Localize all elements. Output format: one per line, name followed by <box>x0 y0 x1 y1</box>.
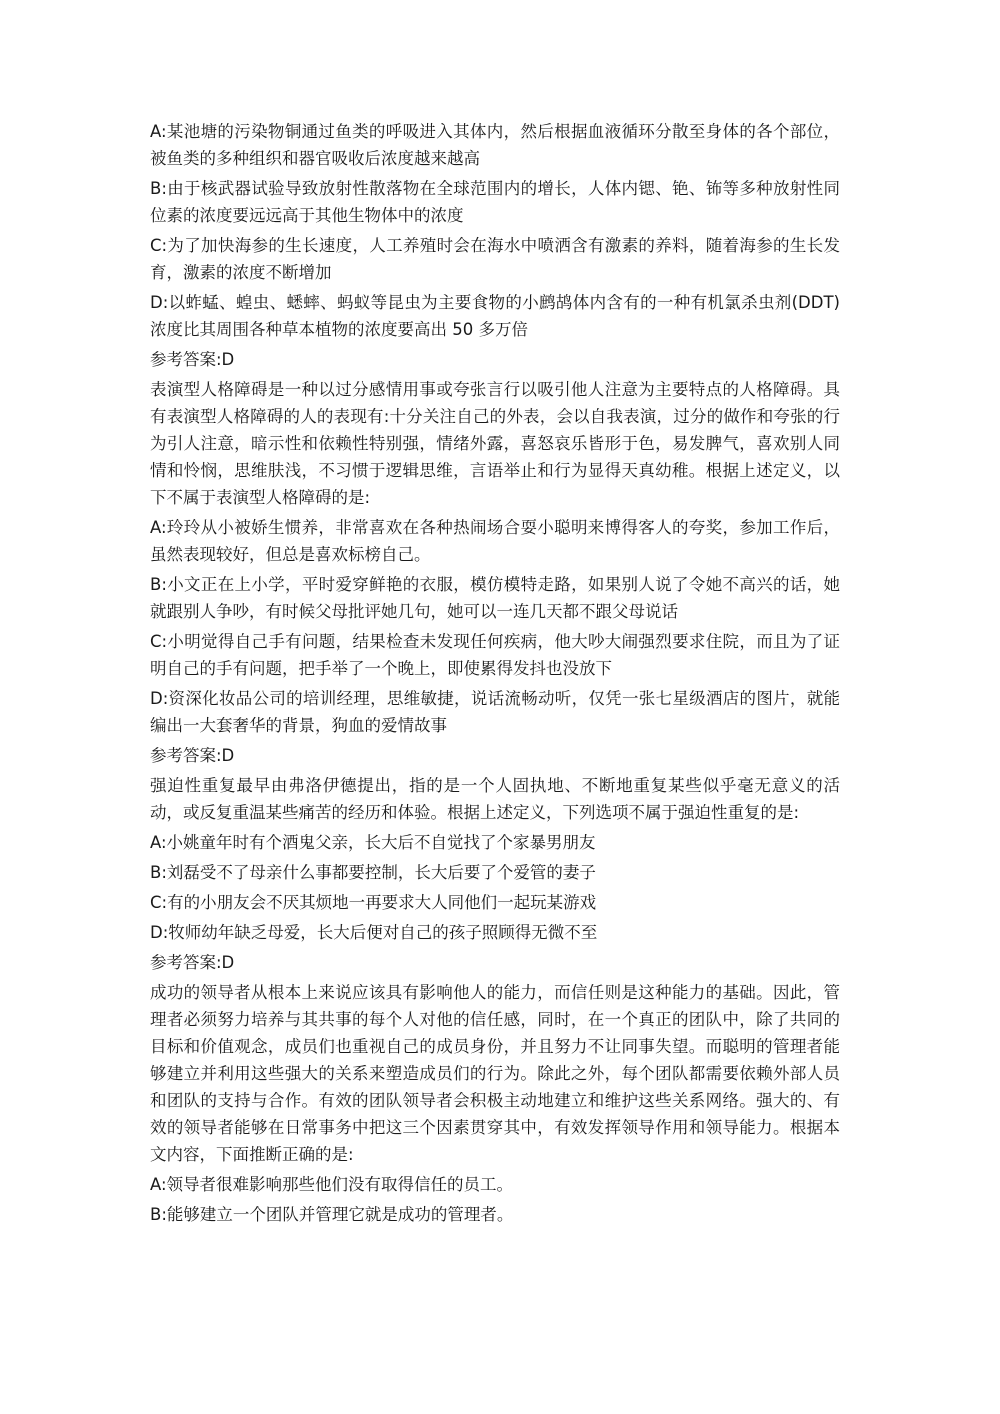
q2-option-b: B:小文正在上小学，平时爱穿鲜艳的衣服，模仿模特走路，如果别人说了令她不高兴的话，她就跟别人争吵，有时候父母批评她几句，她可以一连几天都不跟父母说话 <box>150 575 840 621</box>
q2-option-a: A:玲玲从小被娇生惯养，非常喜欢在各种热闹场合耍小聪明来博得客人的夸奖，参加工作后，虽然表现较好，但总是喜欢标榜自己。 <box>150 518 840 564</box>
document-page <box>150 118 840 1231</box>
q1-option-a: A:某池塘的污染物铜通过鱼类的呼吸进入其体内，然后根据血液循环分散至身体的各个部位，被鱼类的多种组织和器官吸收后浓度越来越高 <box>150 122 840 168</box>
q1-option-d: D:以蚱蜢、蝗虫、蟋蟀、蚂蚁等昆虫为主要食物的小鹧鸪体内含有的一种有机氯杀虫剂(DDT)浓度比其周围各种草本植物的浓度要高出 50 多万倍 <box>150 293 840 339</box>
q3-option-d: D:牧师幼年缺乏母爱，长大后便对自己的孩子照顾得无微不至 <box>150 923 598 942</box>
q3-option-c: C:有的小朋友会不厌其烦地一再要求大人同他们一起玩某游戏 <box>150 893 597 912</box>
q3-answer: 参考答案:D <box>150 953 235 972</box>
q2-stem: 表演型人格障碍是一种以过分感情用事或夸张言行以吸引他人注意为主要特点的人格障碍。具有表演型人格障碍的人的表现有:十分关注自己的外表，会以自我表演，过分的做作和夸张的行为引人注意，暗示性和依赖性特别强，情绪外露，喜怒哀乐皆形于色，易发脾气，喜欢别人同情和怜悯，思维肤浅，不习惯于逻辑思维，言语举止和行为显得天真幼稚。根据上述定义，以下不属于表演型人格障碍的是: <box>150 380 840 507</box>
q4-option-a: A:领导者很难影响那些他们没有取得信任的员工。 <box>150 1175 514 1194</box>
q2-option-c: C:小明觉得自己手有问题，结果检查未发现任何疾病，他大吵大闹强烈要求住院，而且为了证明自己的手有问题，把手举了一个晚上，即使累得发抖也没放下 <box>150 632 840 678</box>
q3-stem: 强迫性重复最早由弗洛伊德提出，指的是一个人固执地、不断地重复某些似乎毫无意义的活动，或反复重温某些痛苦的经历和体验。根据上述定义，下列选项不属于强迫性重复的是: <box>150 776 840 822</box>
q3-option-b: B:刘磊受不了母亲什么事都要控制，长大后要了个爱管的妻子 <box>150 863 596 882</box>
q2-option-d: D:资深化妆品公司的培训经理，思维敏捷，说话流畅动听，仅凭一张七星级酒店的图片，就能编出一大套奢华的背景，狗血的爱情故事 <box>150 689 840 735</box>
q1-answer: 参考答案:D <box>150 350 235 369</box>
q4-option-b: B:能够建立一个团队并管理它就是成功的管理者。 <box>150 1205 514 1224</box>
q1-option-c: C:为了加快海参的生长速度，人工养殖时会在海水中喷洒含有激素的养料，随着海参的生长发育，激素的浓度不断增加 <box>150 236 840 282</box>
q2-answer: 参考答案:D <box>150 746 235 765</box>
q4-stem: 成功的领导者从根本上来说应该具有影响他人的能力，而信任则是这种能力的基础。因此，管理者必须努力培养与其共事的每个人对他的信任感，同时，在一个真正的团队中，除了共同的目标和价值观念，成员们也重视自己的成员身份，并且努力不让同事失望。而聪明的管理者能够建立并利用这些强大的关系来塑造成员们的行为。除此之外，每个团队都需要依赖外部人员和团队的支持与合作。有效的团队领导者会积极主动地建立和维护这些关系网络。强大的、有效的领导者能够在日常事务中把这三个因素贯穿其中，有效发挥领导作用和领导能力。根据本文内容，下面推断正确的是: <box>150 983 840 1164</box>
q1-option-b: B:由于核武器试验导致放射性散落物在全球范围内的增长，人体内锶、铯、钸等多种放射性同位素的浓度要远远高于其他生物体中的浓度 <box>150 179 840 225</box>
q3-option-a: A:小姚童年时有个酒鬼父亲，长大后不自觉找了个家暴男朋友 <box>150 833 596 852</box>
